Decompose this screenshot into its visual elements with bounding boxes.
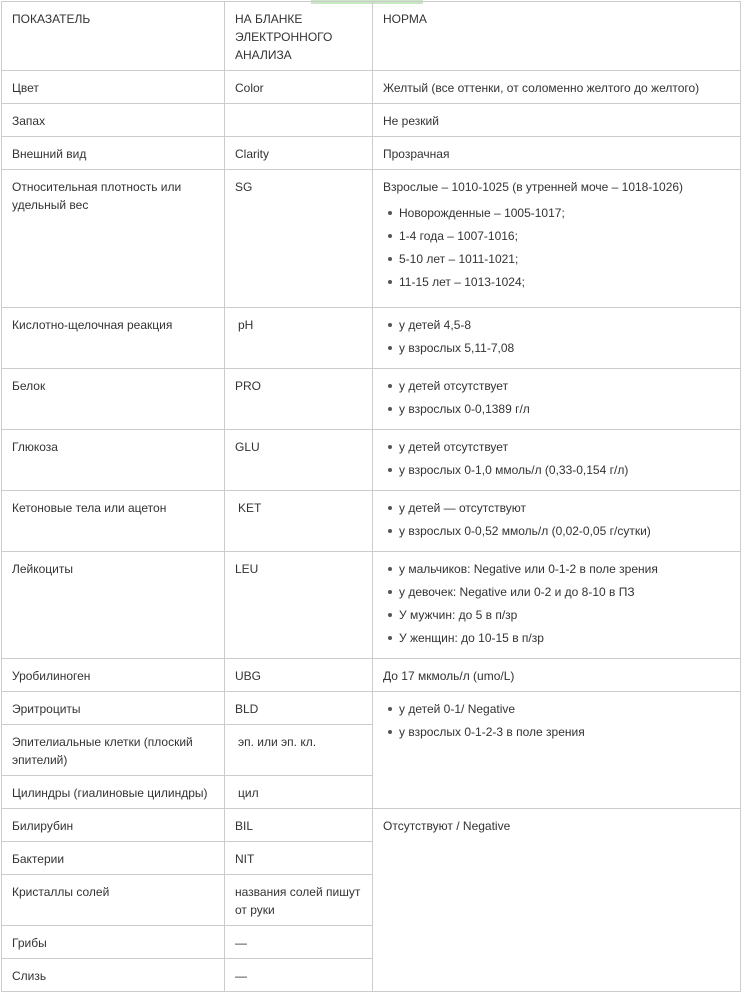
form-code: SG [225,170,373,308]
table-row [2,104,741,137]
indicator-name: Эритроциты [2,692,225,725]
indicator-name-line: эпителий) [12,753,68,767]
norm-list [383,499,730,540]
norm-value [373,170,741,308]
list-item: у детей — отсутствуют [399,499,730,517]
table-row [2,308,741,369]
form-code: Color [225,71,373,104]
form-code: NIT [225,842,373,875]
norm-list [383,438,730,479]
list-item: у детей 4,5-8 [399,316,730,334]
norm-list [383,560,730,647]
header-indicator: ПОКАЗАТЕЛЬ [2,2,225,71]
norm-value [373,308,741,369]
list-item: у взрослых 0-0,1389 г/л [399,400,730,418]
table-row [2,659,741,692]
indicator-name: Уробилиноген [2,659,225,692]
indicator-name: Цвет [2,71,225,104]
table-row [2,170,741,308]
norm-value [373,369,741,430]
form-code: LEU [225,552,373,659]
form-code: BIL [225,809,373,842]
form-code: GLU [225,430,373,491]
norm-list [383,700,730,741]
list-item: Новорожденные – 1005-1017; [399,204,730,222]
table-row [2,137,741,170]
form-code: эп. или эп. кл. [225,725,373,776]
table-row [2,430,741,491]
norm-value [373,430,741,491]
indicator-name-line: Эпителиальные клетки (плоский [12,735,193,749]
indicator-name: Слизь [2,959,225,992]
table-row [2,809,741,842]
indicator-name-line: Относительная плотность или [12,180,182,194]
list-item: у детей 0-1/ Negative [399,700,730,718]
norm-value: Желтый (все оттенки, от соломенно желтого до желтого) [373,71,741,104]
form-code: KET [225,491,373,552]
norm-value: Не резкий [373,104,741,137]
form-code-line: от руки [235,903,275,917]
indicator-name: Кислотно-щелочная реакция [2,308,225,369]
header-form-code [225,2,373,71]
norm-value: Отсутствуют / Negative [373,809,741,992]
norm-value [373,692,741,809]
indicator-name: Кристаллы солей [2,875,225,926]
table-row [2,369,741,430]
header-row [2,2,741,71]
form-code: цил [225,776,373,809]
form-code: UBG [225,659,373,692]
urinalysis-table [1,1,741,992]
indicator-name [2,170,225,308]
form-code [225,104,373,137]
indicator-name-line: удельный вес [12,198,89,212]
list-item: у взрослых 0-1-2-3 в поле зрения [399,723,730,741]
list-item: У мужчин: до 5 в п/зр [399,606,730,624]
header-form-code-line: ЭЛЕКТРОННОГО [235,30,333,44]
list-item: у взрослых 0-0,52 ммоль/л (0,02-0,05 г/сутки) [399,522,730,540]
list-item: У женщин: до 10-15 в п/зр [399,629,730,647]
table-row [2,71,741,104]
table-row [2,692,741,725]
list-item: 11-15 лет – 1013-1024; [399,273,730,291]
header-form-code-line: АНАЛИЗА [235,48,292,62]
list-item: у детей отсутствует [399,438,730,456]
norm-value [373,491,741,552]
list-item: у детей отсутствует [399,377,730,395]
norm-value [373,552,741,659]
form-code: Clarity [225,137,373,170]
norm-value: Прозрачная [373,137,741,170]
form-code [225,875,373,926]
table-row [2,491,741,552]
list-item: у взрослых 0-1,0 ммоль/л (0,33-0,154 г/л) [399,461,730,479]
form-code: pH [225,308,373,369]
indicator-name: Бактерии [2,842,225,875]
norm-list [383,316,730,357]
form-code: PRO [225,369,373,430]
indicator-name: Грибы [2,926,225,959]
list-item: у мальчиков: Negative или 0-1-2 в поле зрения [399,560,730,578]
indicator-name: Белок [2,369,225,430]
indicator-name: Внешний вид [2,137,225,170]
header-norm: НОРМА [373,2,741,71]
norm-adult: Взрослые – 1010-1025 (в утренней моче – 1018-1026) [383,180,684,194]
list-item: 1-4 года – 1007-1016; [399,227,730,245]
form-code-line: названия солей пишут [235,885,361,899]
form-code: — [225,926,373,959]
list-item: у взрослых 5,11-7,08 [399,339,730,357]
form-code: BLD [225,692,373,725]
indicator-name: Глюкоза [2,430,225,491]
table-row [2,552,741,659]
indicator-name: Билирубин [2,809,225,842]
indicator-name: Цилиндры (гиалиновые цилиндры) [2,776,225,809]
list-item: 5-10 лет – 1011-1021; [399,250,730,268]
header-form-code-line: НА БЛАНКЕ [235,12,303,26]
indicator-name [2,725,225,776]
list-item: у девочек: Negative или 0-2 и до 8-10 в ПЗ [399,583,730,601]
indicator-name: Кетоновые тела или ацетон [2,491,225,552]
norm-list [383,204,730,291]
norm-list [383,377,730,418]
indicator-name: Лейкоциты [2,552,225,659]
norm-value: До 17 мкмоль/л (umo/L) [373,659,741,692]
form-code: — [225,959,373,992]
indicator-name: Запах [2,104,225,137]
